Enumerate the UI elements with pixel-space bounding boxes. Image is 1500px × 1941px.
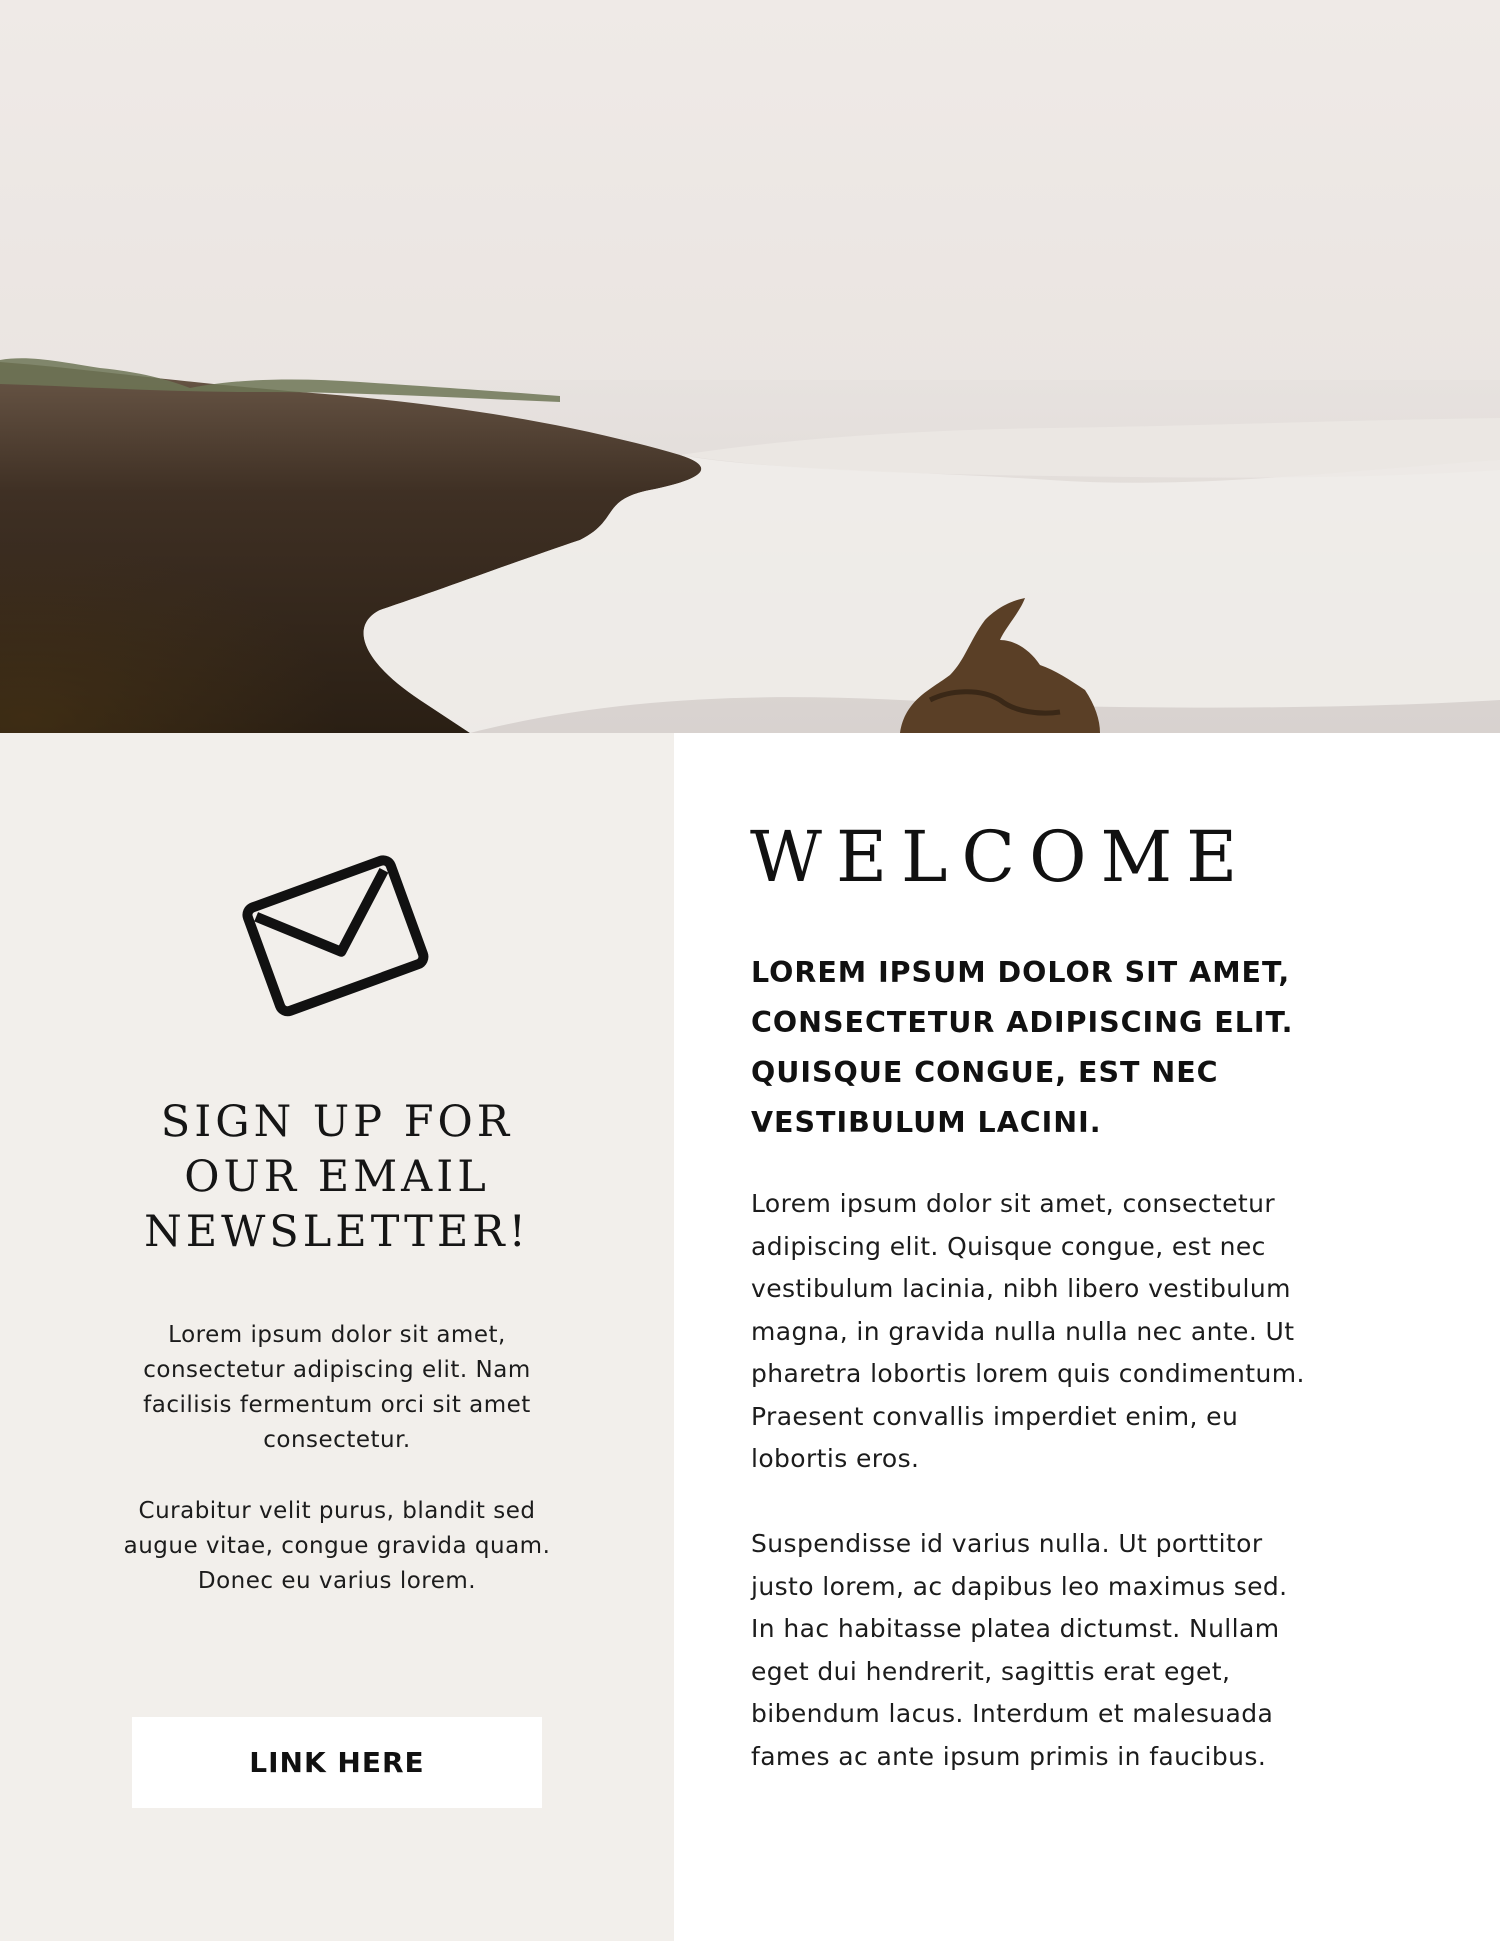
newsletter-title: SIGN UP FOR OUR EMAIL NEWSLETTER! xyxy=(144,1097,530,1257)
envelope-icon xyxy=(238,842,438,1032)
body-paragraph: Suspendisse id varius nulla. Ut porttitor justo lorem, ac dapibus leo maximus sed. In hac habitasse platea dictumst. Nullam eget dui hendrerit, sagittis erat eget, bibendum lacus. Interdum et malesuada fames ac ante ipsum primis in faucibus. xyxy=(751,1529,1288,1771)
hero-image xyxy=(0,0,1500,733)
body-paragraph: Lorem ipsum dolor sit amet, consectetur adipiscing elit. Quisque congue, est nec vestibulum lacinia, nibh libero vestibulum magna, in gravida nulla nulla nec ante. Ut pharetra lobortis lorem quis condimentum. Praesent convallis imperdiet enim, eu lobortis eros. xyxy=(751,1189,1305,1473)
link-button[interactable]: LINK HERE xyxy=(132,1717,542,1808)
newsletter-paragraph: Curabitur velit purus, blandit sed augue vitae, congue gravida quam. Donec eu varius lorem. xyxy=(123,1498,551,1594)
welcome-title: WELCOME xyxy=(750,816,1252,898)
lead-paragraph: LOREM IPSUM DOLOR SIT AMET, CONSECTETUR ADIPISCING ELIT. QUISQUE CONGUE, EST NEC VESTIBULUM LACINI. xyxy=(751,956,1294,1139)
newsletter-paragraph: Lorem ipsum dolor sit amet, consectetur adipiscing elit. Nam facilisis fermentum orci sit amet consectetur. xyxy=(143,1322,531,1453)
